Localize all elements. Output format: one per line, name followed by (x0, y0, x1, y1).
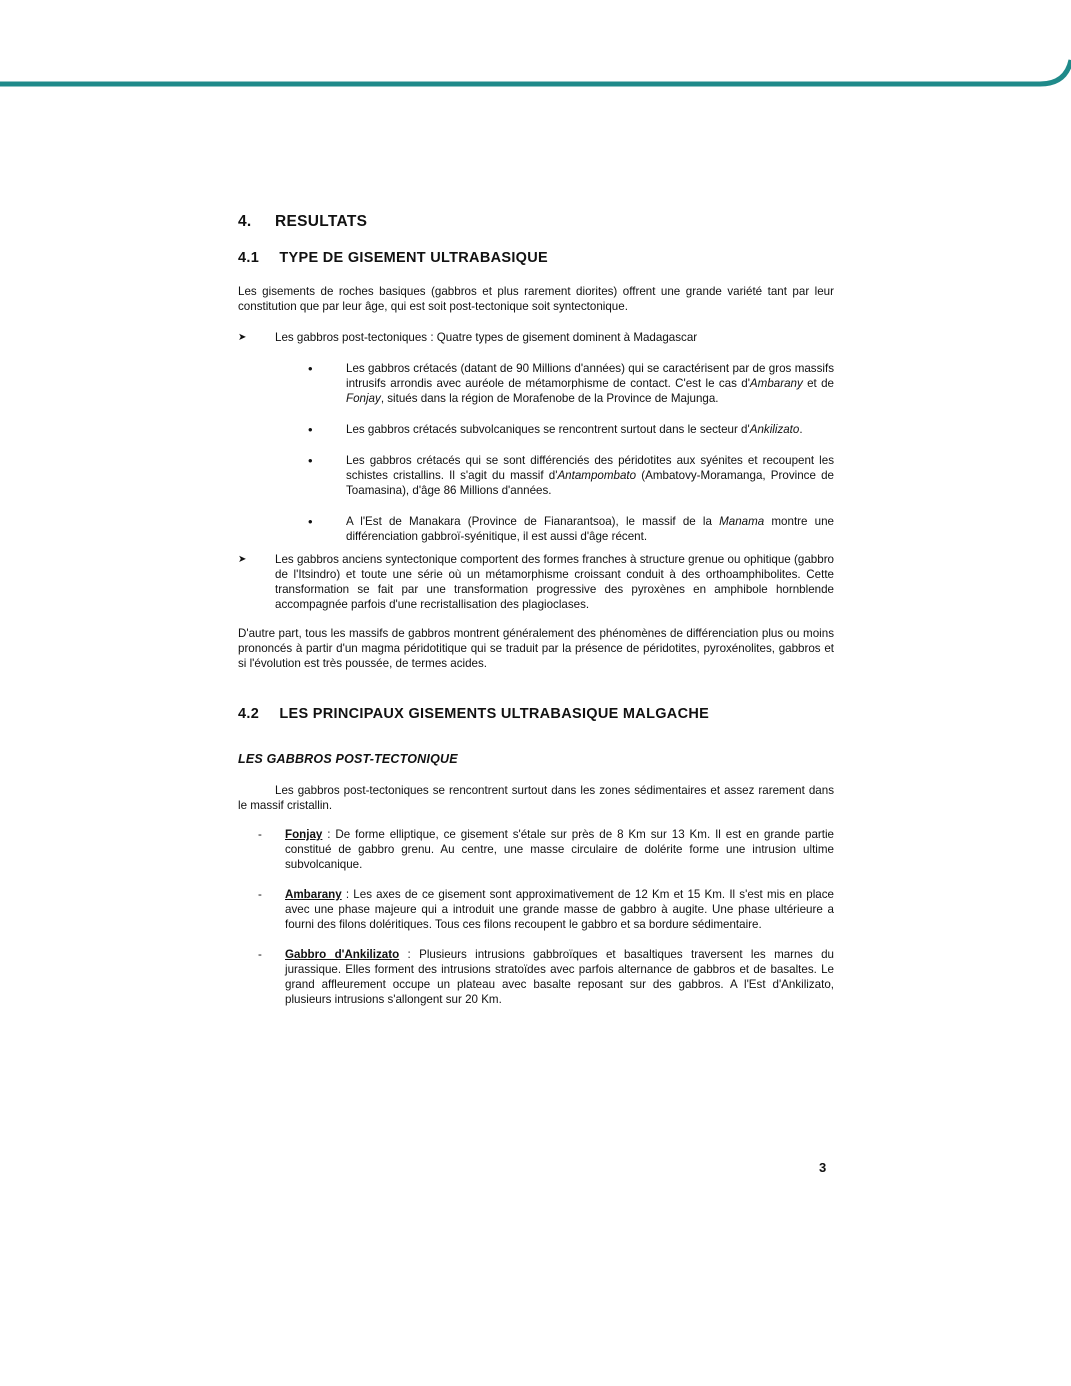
section-title: RESULTATS (275, 213, 368, 230)
dash-list-item (258, 947, 834, 1007)
dash-marker: - (258, 888, 262, 901)
page-number: 3 (819, 1160, 827, 1175)
arrow-item-text: Les gabbros anciens syntectonique comportent des formes franches à structure grenue ou ophitique (gabbro de l'Itsindro) et toute une série où un métamorphisme croissant conduit à des orthoamphibolites. Cette transformation se fait par une transformation progressive des pyroxènes en amphibole hornblende accompagnée parfois d'une recristallisation des plagioclases. (275, 553, 834, 611)
bullet-list-item (308, 514, 834, 544)
bullet-list-item (308, 453, 834, 498)
section-heading-4-2 (238, 707, 834, 722)
differentiation-paragraph: D'autre part, tous les massifs de gabbros montrent généralement des phénomènes de différenciation plus ou moins prononcés à partir d'un magma péridotitique qui se traduit par la présence de péridotites, pyroxénolites, gabbros et si l'évolution est très poussée, de termes acides. (238, 627, 834, 670)
bullet-list-item (308, 361, 834, 406)
subheading-gabbros-post-tectonique: LES GABBROS POST-TECTONIQUE (238, 752, 458, 766)
section-number: 4.2 (238, 706, 260, 722)
bullet-dot-icon: • (308, 361, 313, 376)
section-heading-4-1 (238, 251, 834, 266)
arrow-list-item (238, 330, 834, 345)
bullet-item-text: Les gabbros crétacés (datant de 90 Millions d'années) qui se caractérisent par de gros massifs intrusifs arrondis avec auréole de métamorphisme de contact. C'est le cas d'Ambarany et de Fonjay, situés dans la région de Morafenobe de la Province de Majunga. (346, 362, 834, 405)
bullet-dot-icon: • (308, 453, 313, 468)
bullet-item-text: A l'Est de Manakara (Province de Fianarantsoa), le massif de la Manama montre une différenciation gabbroï-syénitique, il est aussi d'âge récent. (346, 515, 835, 543)
dash-marker: - (258, 828, 262, 841)
dash-marker: - (258, 948, 262, 961)
dash-item-text: Ambarany : Les axes de ce gisement sont approximativement de 12 Km et 15 Km. Il s'est mis en place avec une phase majeure qui a introduit une grande masse de gabbro à augite. Une phase ultérieure a fourni des filons doléritiques. Tous ces filons recoupent le gabbro et sa bordure sédimentaire. (285, 888, 834, 931)
bullet-dot-icon: • (308, 422, 313, 437)
header-decorative-line (0, 0, 1071, 95)
arrow-list-item (238, 552, 834, 612)
post-tectonic-paragraph: Les gabbros post-tectoniques se rencontrent surtout dans les zones sédimentaires et assez rarement dans le massif cristallin. (238, 784, 834, 812)
page-content (238, 214, 834, 1007)
dash-item-text: Fonjay : De forme elliptique, ce gisement s'étale sur près de 8 Km sur 13 Km. Il est en grande partie constitué de gabbro grenu. Au centre, une masse circulaire de dolérite forme une intrusion ultime subvolcanique. (285, 828, 834, 871)
dash-list-item (258, 887, 834, 932)
dash-item-text: Gabbro d'Ankilizato : Plusieurs intrusions gabbroïques et basaltiques traversent les marnes du jurassique. Elles forment des intrusions stratoïdes avec parfois alternance de gabbros et de basaltes. Le grand affleurement occupe un plateau avec basalte reposant sur des gabbros. A l'Est d'Ankilizato, plusieurs intrusions s'allongent sur 20 Km. (285, 948, 834, 1006)
section-heading-resultats (238, 214, 834, 229)
dash-list-item (258, 827, 834, 872)
arrow-item-text: Les gabbros post-tectoniques : Quatre types de gisement dominent à Madagascar (275, 331, 698, 344)
arrow-bullet-icon: ➤ (238, 554, 247, 565)
arrow-bullet-icon: ➤ (238, 332, 247, 343)
bullet-item-text: Les gabbros crétacés subvolcaniques se rencontrent surtout dans le secteur d'Ankilizato. (346, 423, 803, 436)
section-number: 4. (238, 213, 252, 230)
bullet-dot-icon: • (308, 514, 313, 529)
section-number: 4.1 (238, 250, 260, 266)
bullet-list-item (308, 422, 834, 437)
section-title: TYPE DE GISEMENT ULTRABASIQUE (279, 250, 548, 266)
bullet-item-text: Les gabbros crétacés qui se sont différenciés des péridotites aux syénites et recoupent les schistes cristallins. Il s'agit du massif d'Antampombato (Ambatovy-Moramanga, Province de Toamasina), d'âge 86 Millions d'années. (346, 454, 834, 497)
section-title: LES PRINCIPAUX GISEMENTS ULTRABASIQUE MALGACHE (279, 706, 710, 722)
intro-paragraph: Les gisements de roches basiques (gabbros et plus rarement diorites) offrent une grande variété tant par leur constitution que par leur âge, qui est soit post-tectonique soit syntectonique. (238, 285, 834, 313)
